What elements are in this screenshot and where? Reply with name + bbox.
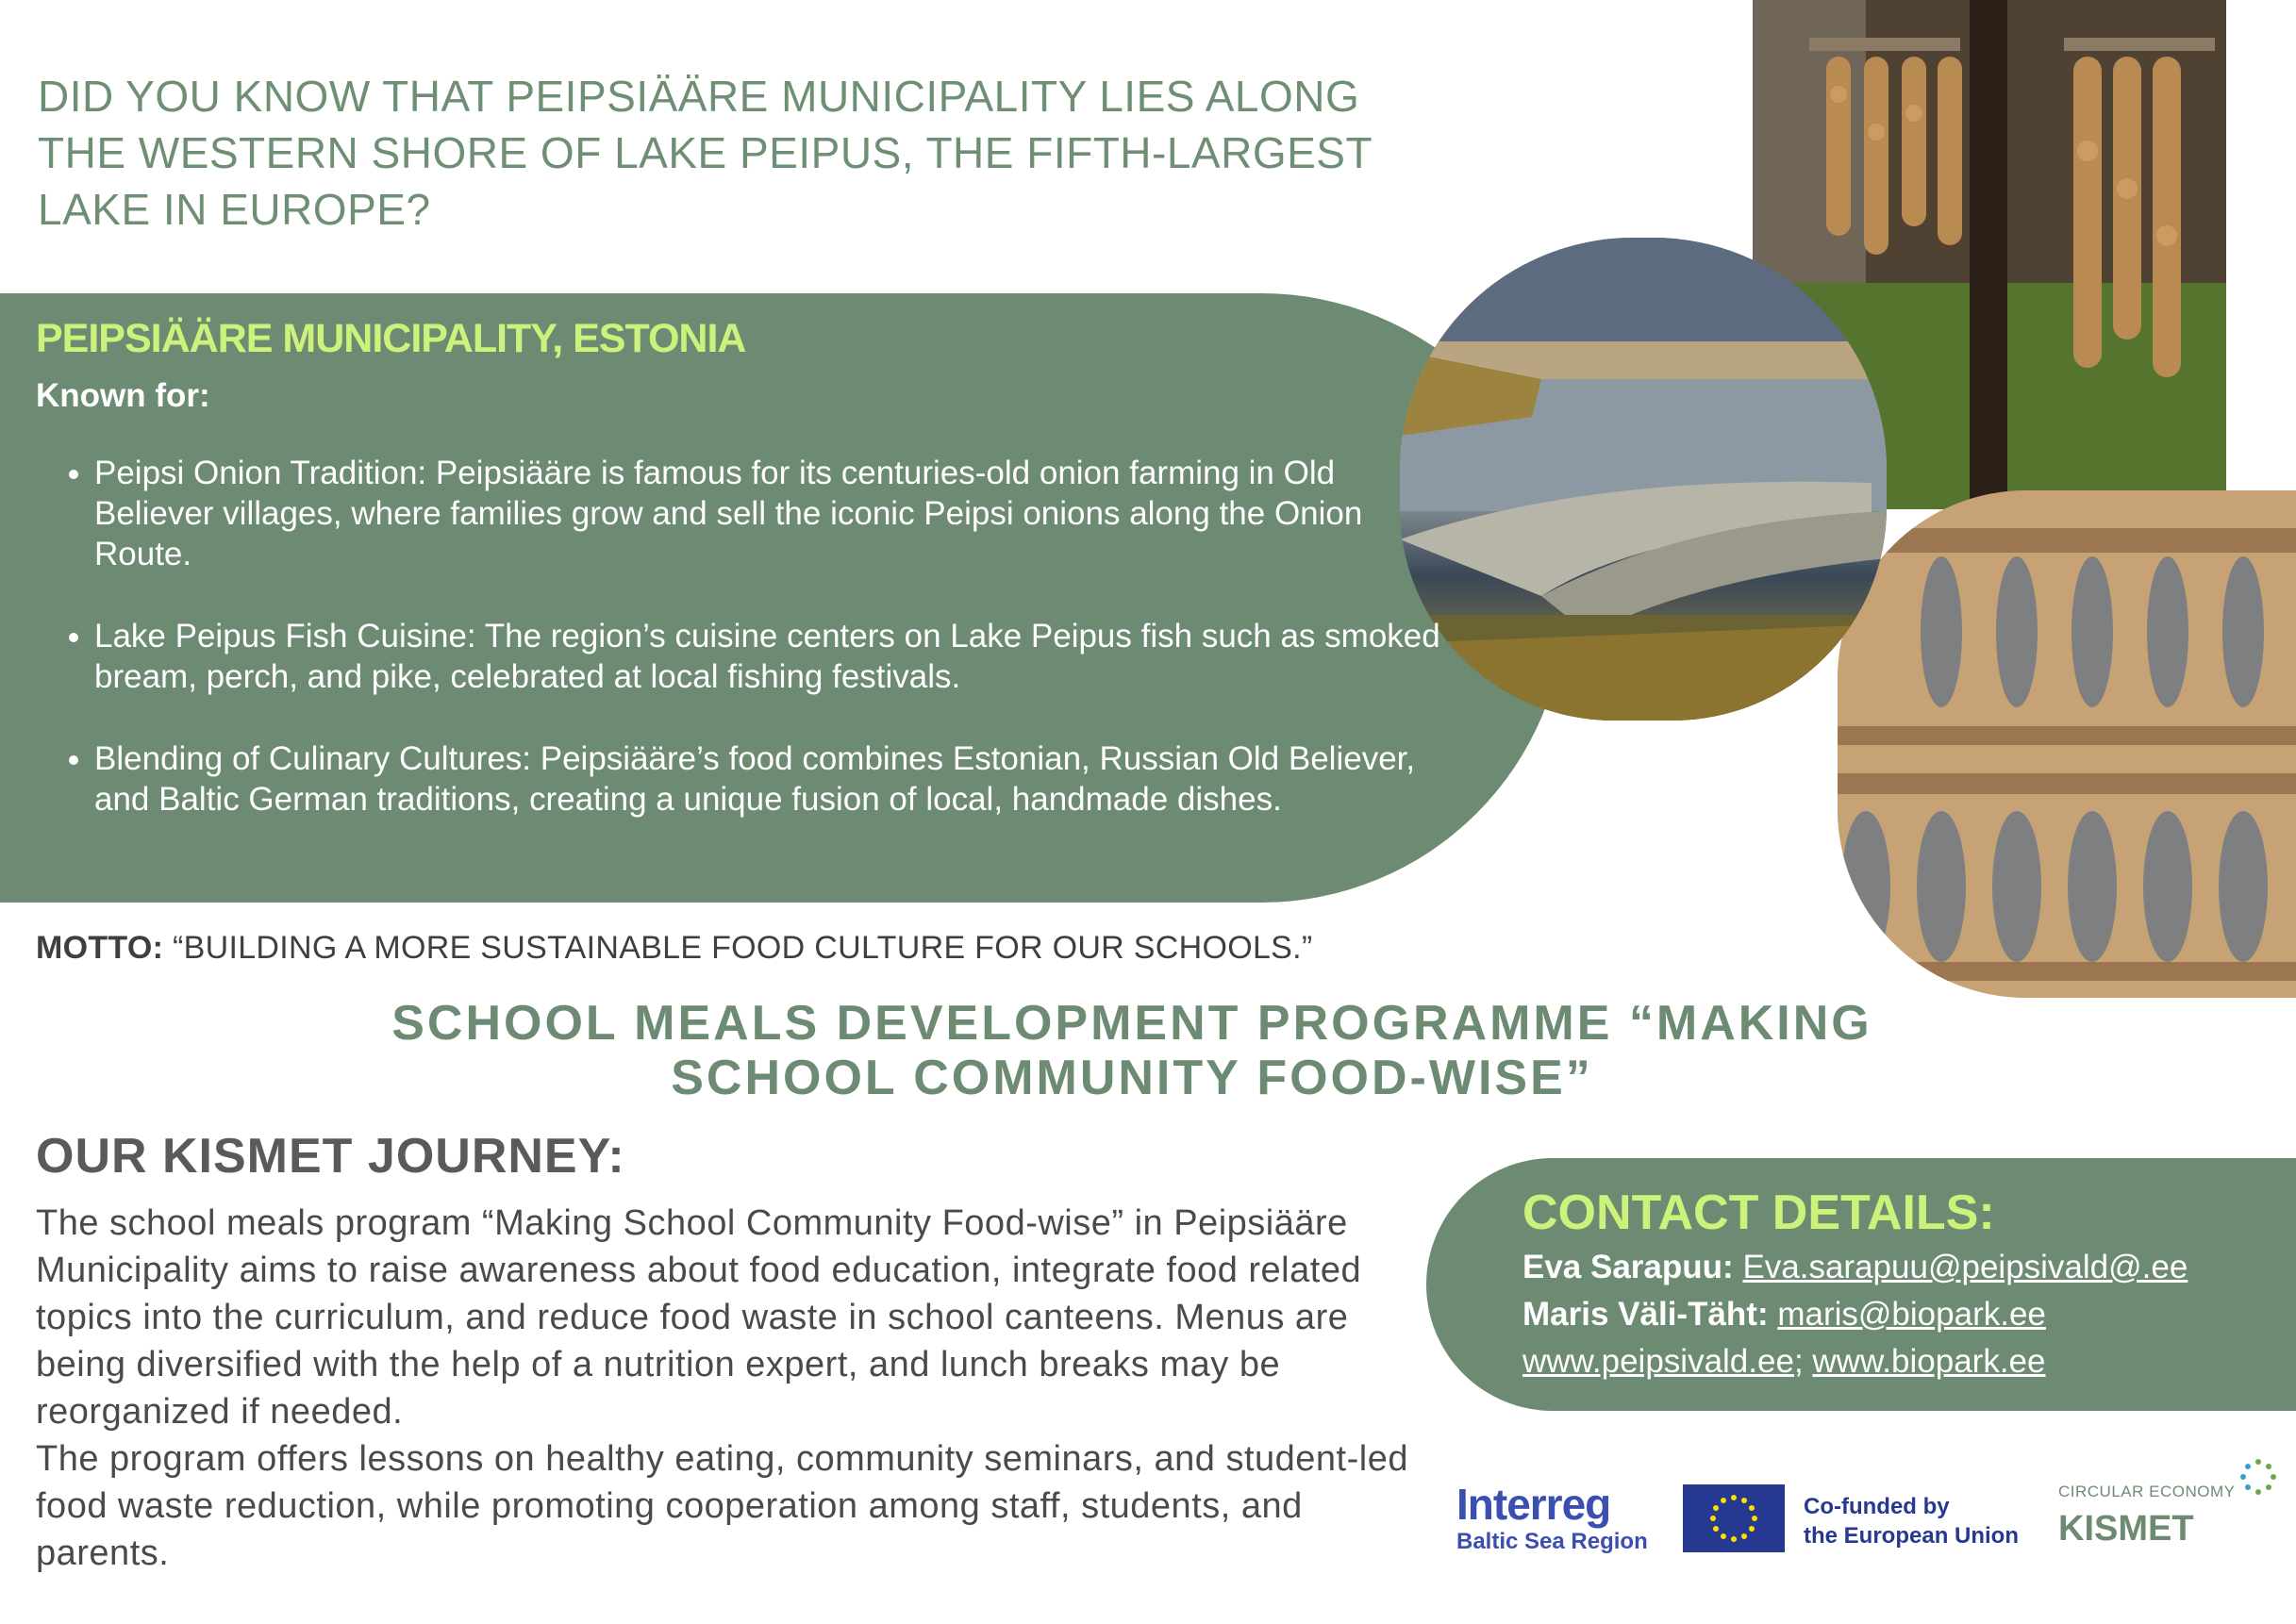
known-for-label: Known for:	[36, 377, 210, 414]
motto-text: “BUILDING A MORE SUSTAINABLE FOOD CULTURE FOR OUR SCHOOLS.”	[173, 930, 1313, 966]
eu-line: Co-funded by	[1804, 1494, 1950, 1519]
lake-shore-photo	[1400, 238, 1887, 721]
intro-question: DID YOU KNOW THAT PEIPSIÄÄRE MUNICIPALITY LIES ALONG THE WESTERN SHORE OF LAKE PEIPUS, THE FIFTH-LARGEST LAKE IN EUROPE?	[38, 72, 1373, 234]
contact-websites	[1522, 1343, 2045, 1381]
interreg-subtitle: Baltic Sea Region	[1456, 1529, 1648, 1554]
list-item: • Lake Peipus Fish Cuisine: The region’s cuisine centers on Lake Peipus fish such as smoked bream, perch, and pike, celebrated at local fishing festivals.	[94, 616, 1453, 697]
contact-person-2	[1522, 1296, 2046, 1334]
journey-title: OUR KISMET JOURNEY:	[36, 1129, 625, 1184]
dried-fish-photo	[1838, 490, 2296, 998]
eu-cofunded-text	[1804, 1492, 2019, 1550]
kismet-ring-icon	[2239, 1458, 2277, 1500]
interreg-wordmark: Interreg	[1456, 1480, 1611, 1529]
contact-title: CONTACT DETAILS:	[1522, 1185, 1995, 1240]
contact-person-1	[1522, 1249, 2188, 1286]
journey-paragraph: The school meals program “Making School Community Food-wise” in Peipsiääre Municipality aims to raise awareness about food education, integrate food related topics into the curriculum, and reduce food waste in school canteens. Menus are being diversified with the help of a nutrition expert, and lunch breaks may be reorganized if needed.	[36, 1203, 1362, 1432]
municipality-title: PEIPSIÄÄRE MUNICIPALITY, ESTONIA	[36, 316, 746, 361]
website-link[interactable]: www.peipsivald.ee	[1522, 1343, 1794, 1380]
kismet-wordmark: KISMET	[2058, 1509, 2194, 1549]
website-link[interactable]: www.biopark.ee	[1812, 1343, 2046, 1380]
list-item: • Blending of Culinary Cultures: Peipsiääre’s food combines Estonian, Russian Old Believer, and Baltic German traditions, creating a unique fusion of local, handmade dishes.	[94, 738, 1453, 820]
list-item: • Peipsi Onion Tradition: Peipsiääre is famous for its centuries-old onion farming in Old Believer villages, where families grow and sell the iconic Peipsi onions along the Onion Route.	[94, 453, 1453, 574]
programme-title: SCHOOL MEALS DEVELOPMENT PROGRAMME “MAKING SCHOOL COMMUNITY FOOD-WISE”	[391, 996, 1872, 1105]
known-for-list	[57, 453, 1453, 820]
motto-label: MOTTO:	[36, 930, 164, 966]
separator: ;	[1793, 1343, 1804, 1380]
contact-email-link[interactable]: Eva.sarapuu@peipsivald@.ee	[1742, 1249, 2188, 1285]
contact-email-link[interactable]: maris@biopark.ee	[1777, 1296, 2046, 1333]
contact-name: Eva Sarapuu:	[1522, 1249, 1734, 1285]
eu-flag-icon	[1683, 1484, 1785, 1552]
journey-paragraph: The program offers lessons on healthy eating, community seminars, and student-led food waste reduction, while promoting cooperation among staff, students, and parents.	[36, 1439, 1408, 1573]
interreg-logo	[1456, 1481, 1648, 1556]
kismet-tagline: CIRCULAR ECONOMY	[2058, 1483, 2236, 1500]
eu-line: the European Union	[1804, 1523, 2019, 1549]
contact-name: Maris Väli-Täht:	[1522, 1296, 1769, 1333]
journey-text	[36, 1200, 1441, 1577]
motto	[36, 930, 1313, 967]
